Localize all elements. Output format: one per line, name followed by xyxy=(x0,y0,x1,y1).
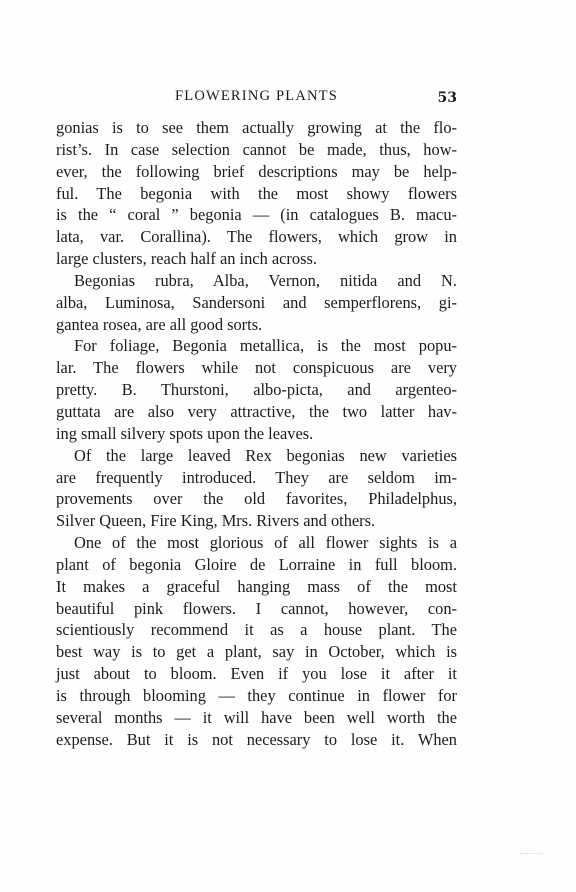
text-line: plant of begonia Gloire de Lorraine in full bloom. xyxy=(56,554,457,574)
paragraph xyxy=(56,270,457,336)
paragraph xyxy=(56,445,457,532)
paragraph xyxy=(56,335,457,444)
text-line: Begonias rubra, Alba, Vernon, nitida and N. xyxy=(74,270,457,290)
text-line: is through blooming — they continue in flower for xyxy=(56,685,457,705)
text-line: is the “ coral ” begonia — (in catalogues B. macu- xyxy=(56,205,457,225)
text-line: ever, the following brief descriptions may be help- xyxy=(56,161,457,181)
text-line: lar. The flowers while not conspicuous are very xyxy=(56,358,457,378)
text-line: are frequently introduced. They are seldom im- xyxy=(56,467,457,487)
running-title: FLOWERING PLANTS xyxy=(175,88,338,104)
text-line: ful. The begonia with the most showy flowers xyxy=(56,183,457,203)
text-line: gantea rosea, are all good sorts. xyxy=(56,314,263,334)
text-line: beautiful pink flowers. I cannot, however, con- xyxy=(56,598,457,618)
text-line: ing small silvery spots upon the leaves. xyxy=(56,423,314,443)
text-line: alba, Luminosa, Sandersoni and semperflorens, gi- xyxy=(56,292,457,312)
text-line: rist’s. In case selection cannot be made, thus, how- xyxy=(56,139,457,159)
text-line: several months — it will have been well worth the xyxy=(56,707,457,727)
text-line: For foliage, Begonia metallica, is the most popu- xyxy=(74,336,457,356)
text-line: expense. But it is not necessary to lose it. When xyxy=(56,729,457,749)
text-line: large clusters, reach half an inch across. xyxy=(56,249,317,269)
running-header xyxy=(56,88,457,112)
text-line: pretty. B. Thurstoni, albo-picta, and argenteo- xyxy=(56,380,457,400)
text-line: just about to bloom. Even if you lose it after it xyxy=(56,664,457,684)
page-number: 53 xyxy=(437,90,457,106)
scan-artifact xyxy=(520,853,542,856)
paragraph xyxy=(56,532,457,750)
body-text xyxy=(56,117,457,750)
text-line: guttata are also very attractive, the two latter hav- xyxy=(56,401,457,421)
text-line: gonias is to see them actually growing at the flo- xyxy=(56,118,457,137)
text-line: Of the large leaved Rex begonias new varieties xyxy=(74,445,457,465)
text-line: lata, var. Corallina). The flowers, which grow in xyxy=(56,227,457,247)
paragraph xyxy=(56,117,457,270)
text-line: scientiously recommend it as a house plant. The xyxy=(56,620,457,640)
text-line: provements over the old favorites, Philadelphus, xyxy=(56,489,457,509)
text-line: Silver Queen, Fire King, Mrs. Rivers and others. xyxy=(56,511,376,531)
text-line: best way is to get a plant, say in October, which is xyxy=(56,642,457,662)
text-line: It makes a graceful hanging mass of the most xyxy=(56,576,457,596)
text-line: One of the most glorious of all flower sights is a xyxy=(74,533,457,553)
